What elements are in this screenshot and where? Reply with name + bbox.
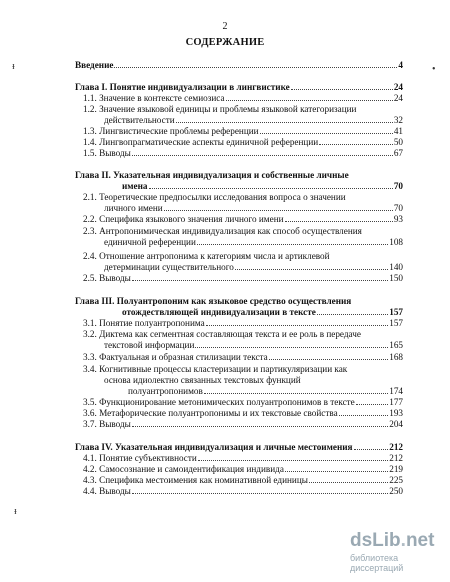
toc-entry-1-2-cont[interactable]: действительности 32 [104,115,403,125]
toc-entry-2-4[interactable]: 2.4. Отношение антропонима к категориям числа и артиклевой [83,251,330,261]
toc-entry-2-1[interactable]: 2.1. Теоретические предпосылки исследования вопроса о значении [83,192,346,202]
watermark [350,531,442,573]
toc-entry-3-4-cont-2[interactable]: полуантропонимов 174 [128,386,403,396]
toc-entry-1-1[interactable]: 1.1. Значение в контексте семиозиса 24 [83,93,403,103]
toc-entry-2-1-cont[interactable]: личного имени 70 [104,203,403,213]
toc-entry-3-4-cont-1[interactable]: основа идиолектно связанных текстовых функций [104,375,301,385]
toc-entry-2-5[interactable]: 2.5. Выводы 150 [83,273,403,283]
toc-entry-1-5[interactable]: 1.5. Выводы 67 [83,148,403,158]
toc-entry-3-5[interactable]: 3.5. Функционирование метонимических полуантропонимов в тексте 177 [83,397,403,407]
toc-entry-3-6[interactable]: 3.6. Метафорические полуантропонимы и их текстовые свойства 193 [83,408,403,418]
toc-entry-3-1[interactable]: 3.1. Понятие полуантропонима 157 [83,318,403,328]
watermark-brand: dsLib.net [350,530,435,551]
toc-entry-1-4[interactable]: 1.4. Лингвопрагматические аспекты единичной референции 50 [83,137,403,147]
toc-entry-chapter-4[interactable]: Глава IV. Указательная индивидуализация и личные местоимения 212 [75,442,403,452]
toc-entry-2-3[interactable]: 2.3. Антропонимическая индивидуализация как способ осуществления [83,226,362,236]
toc-entry-4-1[interactable]: 4.1. Понятие субъективности 212 [83,453,403,463]
toc-entry-4-3[interactable]: 4.3. Специфика местоимения как номинативной единицы 225 [83,475,403,485]
toc-entry-3-3[interactable]: 3.3. Фактуальная и образная стилизации текста 168 [83,352,403,362]
toc-entry-4-4[interactable]: 4.4. Выводы 250 [83,486,403,496]
toc-entry-2-4-cont[interactable]: детерминации существительного 140 [104,262,403,272]
margin-mark-right: • [432,64,436,75]
page-number: 2 [222,21,228,32]
toc-entry-2-2[interactable]: 2.2. Специфика языкового значения личного имени 93 [83,214,403,224]
margin-mark-left: ᵻ [12,61,15,72]
toc-entry-chapter-2-cont[interactable]: имена 70 [122,181,403,191]
toc-entry-chapter-3[interactable]: Глава III. Полуантропоним как языковое средство осуществления [75,296,352,306]
toc-entry-3-2-cont[interactable]: текстовой информации 165 [104,340,403,350]
toc-entry-2-3-cont[interactable]: единичной референции 108 [104,237,403,247]
watermark-subtitle: библиотека диссертаций [350,553,404,573]
margin-mark-left-bottom: ᵻ [14,506,17,517]
toc-entry-1-2[interactable]: 1.2. Значение языковой единицы и проблемы языковой категоризации [83,104,357,114]
toc-entry-1-3[interactable]: 1.3. Лингвистические проблемы референции 41 [83,126,403,136]
toc-entry-3-7[interactable]: 3.7. Выводы 204 [83,419,403,429]
page-title: СОДЕРЖАНИЕ [185,37,265,48]
toc-entry-4-2[interactable]: 4.2. Самосознание и самоидентификация индивида 219 [83,464,403,474]
toc-entry-3-2[interactable]: 3.2. Диктема как сегментная составляющая текста и ее роль в передаче [83,329,361,339]
toc-entry-3-4[interactable]: 3.4. Когнитивные процессы кластеризации и партикуляризации как [83,364,348,374]
toc-entry-chapter-1[interactable]: Глава I. Понятие индивидуализации в лингвистике 24 [75,82,403,92]
toc-entry-intro[interactable]: Введение 4 [75,60,403,70]
toc-entry-chapter-3-cont[interactable]: отождествляющей индивидуализации в тексте 157 [122,307,403,317]
toc-entry-chapter-2[interactable]: Глава II. Указательная индивидуализация и собственные личные [75,170,349,180]
